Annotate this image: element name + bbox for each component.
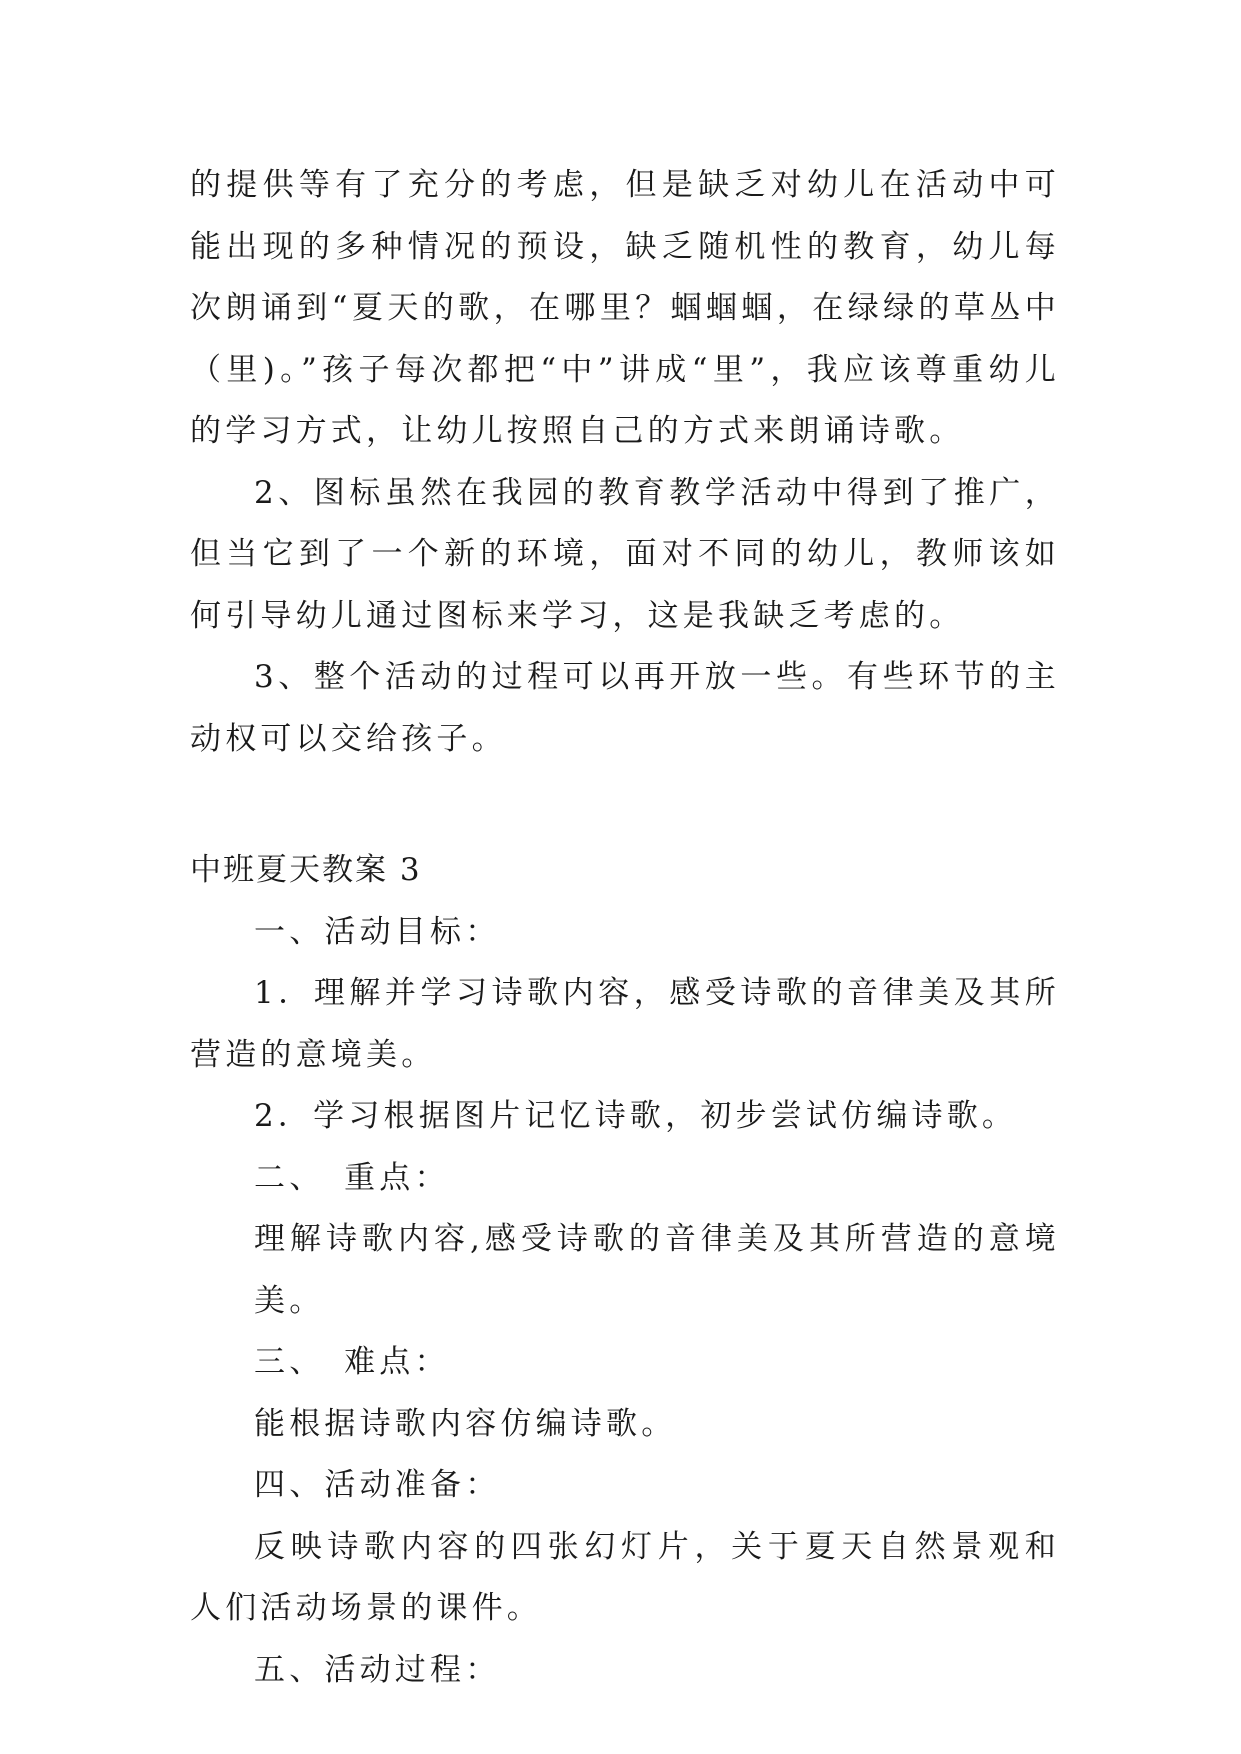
difficulty-heading: 三、 难点： [254,1344,450,1380]
goal-item-2: 2．学习根据图片记忆诗歌，初步尝试仿编诗歌。 [254,1098,1018,1134]
reflection-paragraph-3: 3、整个活动的过程可以再开放一些。有些环节的主动权可以交给孩子。 [190,659,1060,757]
section-spacer [190,770,1060,840]
goal-item-1: 1．理解并学习诗歌内容，感受诗歌的音律美及其所营造的意境美。 [190,975,1060,1073]
process-heading: 五、活动过程： [254,1651,501,1688]
document-body [190,155,1060,1701]
reflection-paragraph-2: 2、图标虽然在我园的教育教学活动中得到了推广，但当它到了一个新的环境，面对不同的幼儿，教师该如何引导幼儿通过图标来学习，这是我缺乏考虑的。 [190,474,1060,634]
difficulty-text: 能根据诗歌内容仿编诗歌。 [254,1405,677,1442]
preparation-text: 反映诗歌内容的四张幻灯片，关于夏天自然景观和人们活动场景的课件。 [190,1528,1060,1626]
section-title: 中班夏天教案 3 [190,852,422,888]
key-point-heading: 二、 重点： [254,1159,450,1196]
key-point-text: 理解诗歌内容,感受诗歌的音律美及其所营造的意境美。 [254,1221,1060,1319]
goals-heading: 一、活动目标： [254,913,501,950]
continuation-paragraph: 的提供等有了充分的考虑，但是缺乏对幼儿在活动中可能出现的多种情况的预设，缺乏随机性的教育，幼儿每次朗诵到“夏天的歌，在哪里？蝈蝈蝈，在绿绿的草丛中（里)。”孩子每次都把“中”讲成“里”，我应该尊重幼儿的学习方式，让幼儿按照自己的方式来朗诵诗歌。 [190,167,1060,449]
preparation-heading: 四、活动准备： [254,1467,501,1503]
